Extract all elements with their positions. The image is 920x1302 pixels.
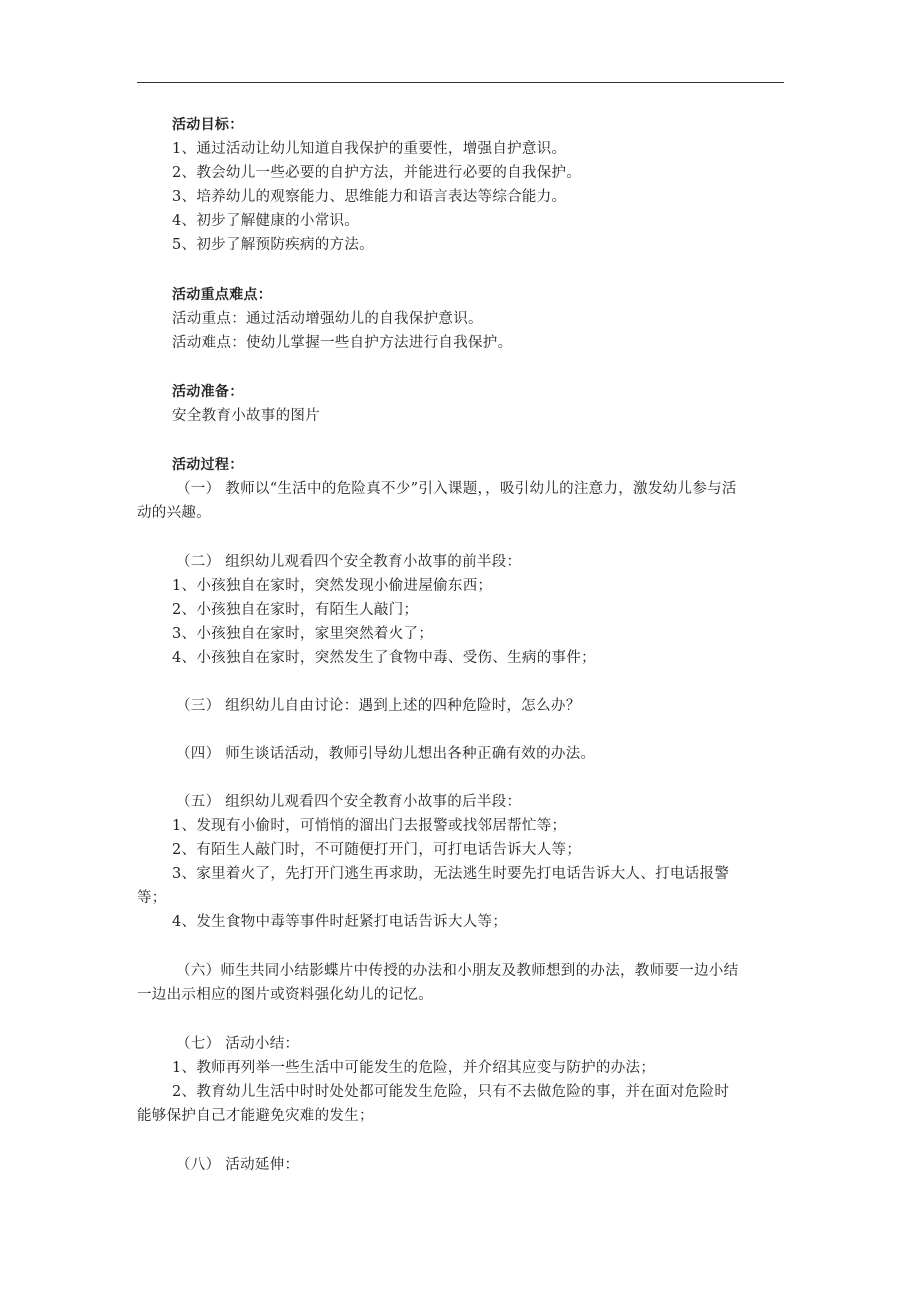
step-5-item: 4、发生食物中毒等事件时赶紧打电话告诉大人等； xyxy=(172,914,508,930)
step-1-line: （一） 教师以“生活中的危险真不少”引入课题，，吸引幼儿的注意力，激发幼儿参与活 xyxy=(176,481,737,497)
step-2-item: 3、小孩独自在家时，家里突然着火了； xyxy=(172,626,434,642)
goals-heading: 活动目标： xyxy=(172,117,244,133)
step-6-line: （六）师生共同小结影蝶片中传授的办法和小朋友及教师想到的办法，教师要一边小结 xyxy=(176,963,739,979)
step-5-item: 3、家里着火了，先打开门逃生再求助，无法逃生时要先打电话告诉大人、打电话报警 xyxy=(172,866,730,882)
step-7-item-continued: 能够保护自己才能避免灾难的发生； xyxy=(137,1108,374,1124)
process-heading: 活动过程： xyxy=(172,457,244,473)
step-2-heading: （二） 组织幼儿观看四个安全教育小故事的前半段： xyxy=(176,554,522,570)
difficult-point-text: 活动难点：使幼儿掌握一些自护方法进行自我保护。 xyxy=(172,335,513,351)
header-rule xyxy=(137,82,784,83)
step-4-line: （四） 师生谈话活动，教师引导幼儿想出各种正确有效的办法。 xyxy=(176,746,596,762)
step-2-item: 1、小孩独自在家时，突然发现小偷进屋偷东西； xyxy=(172,578,493,594)
preparation-text: 安全教育小故事的图片 xyxy=(172,408,320,424)
step-1-line-continued: 动的兴趣。 xyxy=(137,505,211,521)
step-2-item: 4、小孩独自在家时，突然发生了食物中毒、受伤、生病的事件； xyxy=(172,650,596,666)
step-7-heading: （七） 活动小结： xyxy=(176,1036,300,1052)
preparation-heading: 活动准备： xyxy=(172,384,244,400)
key-points-heading: 活动重点难点： xyxy=(172,287,273,303)
goal-item: 2、教会幼儿一些必要的自护方法，并能进行必要的自我保护。 xyxy=(172,165,582,181)
step-5-item-continued: 等； xyxy=(137,890,167,906)
step-2-item: 2、小孩独自在家时，有陌生人敲门； xyxy=(172,602,419,618)
goal-item: 4、初步了解健康的小常识。 xyxy=(172,213,360,229)
step-7-item: 2、教育幼儿生活中时时处处都可能发生危险，只有不去做危险的事，并在面对危险时 xyxy=(172,1084,730,1100)
step-8-heading: （八） 活动延伸： xyxy=(176,1157,300,1173)
step-7-item: 1、教师再列举一些生活中可能发生的危险，并介绍其应变与防护的办法； xyxy=(172,1060,656,1076)
step-6-line-continued: 一边出示相应的图片或资料强化幼儿的记忆。 xyxy=(137,987,433,1003)
step-5-item: 1、发现有小偷时，可悄悄的溜出门去报警或找邻居帮忙等； xyxy=(172,818,567,834)
step-5-item: 2、有陌生人敲门时，不可随便打开门，可打电话告诉大人等； xyxy=(172,842,582,858)
key-point-text: 活动重点：通过活动增强幼儿的自我保护意识。 xyxy=(172,311,483,327)
step-5-heading: （五） 组织幼儿观看四个安全教育小故事的后半段： xyxy=(176,794,522,810)
goal-item: 5、初步了解预防疾病的方法。 xyxy=(172,237,374,253)
goal-item: 1、通过活动让幼儿知道自我保护的重要性，增强自护意识。 xyxy=(172,141,567,157)
goal-item: 3、培养幼儿的观察能力、思维能力和语言表达等综合能力。 xyxy=(172,189,567,205)
step-3-line: （三） 组织幼儿自由讨论：遇到上述的四种危险时，怎么办？ xyxy=(176,698,581,714)
